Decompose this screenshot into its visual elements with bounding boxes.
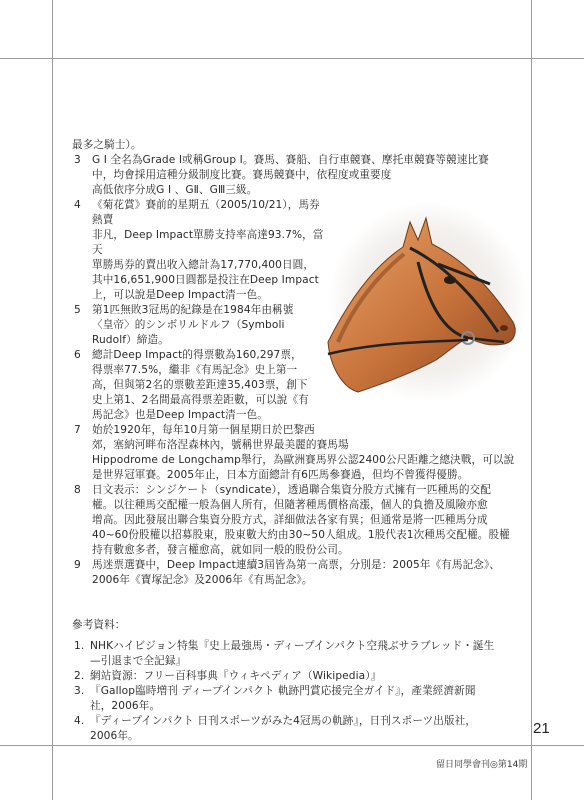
note-number: 6 xyxy=(74,349,81,361)
note-item-7 xyxy=(72,423,524,483)
note-line: 日文表示：シンジケート（syndicate），透過聯合集資分股方式擁有一匹種馬的交配 xyxy=(92,484,491,496)
reference-item-1 xyxy=(72,639,524,669)
note-line: Hippodrome de Longchamp舉行，為歐洲賽馬界公認2400公尺距離之總決戰，可以說 xyxy=(92,454,515,466)
note-line: 馬記念》也是Deep Impact清一色。 xyxy=(92,409,268,421)
notes-content xyxy=(72,138,524,744)
guide-line-right xyxy=(531,0,532,800)
note-line: 中，均會採用這種分級制度比賽。賽馬競賽中，依程度或重要度 xyxy=(92,169,392,181)
note-line: 得票率77.5%，繼非《有馬記念》史上第一 xyxy=(92,364,298,376)
note-line: 上，可以說是Deep Impact清一色。 xyxy=(92,289,268,301)
references-title: 參考資料： xyxy=(72,619,126,631)
note-line: 權。以往種馬交配權一般為個人所有，但隨著種馬價格高漲，個人的負擔及風險亦愈 xyxy=(92,499,488,511)
reference-item-3 xyxy=(72,684,524,714)
note-line: 郊，塞納河畔布洛涅森林內，號稱世界最美麗的賽馬場 xyxy=(92,439,349,451)
guide-line-bottom xyxy=(0,745,584,746)
footer-publication: 留日同學會刊◎第14期 xyxy=(436,760,528,770)
note-number: 7 xyxy=(74,424,81,436)
note-line: 〈皇帝〉的シンボリルドルフ（Symboli xyxy=(92,319,285,331)
note-line: 非凡，Deep Impact單勝支持率高達93.7%，當天 xyxy=(92,229,324,256)
continuation-text: 最多之騎士）。 xyxy=(72,139,142,151)
note-item-8 xyxy=(72,483,524,558)
note-number: 4 xyxy=(74,199,81,211)
note-line: 單勝馬券的賣出收入總計為17,770,400日圓， xyxy=(92,259,315,271)
note-line: 始於1920年，每年10月第一個星期日於巴黎西 xyxy=(92,424,315,436)
note-line: 馬迷票選賽中，Deep Impact連續3屆皆為第一高票，分別是：2005年《有馬記念》、 xyxy=(92,559,501,571)
note-line: 是世界冠軍賽。2005年止，日本方面總計有6匹馬參賽過，但均不曾獲得優勝。 xyxy=(92,469,469,481)
reference-line: 『Gallop臨時増刊 ディープインパクト 軌跡門賞応援完全ガイド』，產業經濟新聞 xyxy=(90,685,476,697)
reference-line: —引退まで全記録』 xyxy=(90,655,187,667)
note-item-4 xyxy=(72,198,330,303)
reference-number: 2. xyxy=(74,670,85,682)
note-line: 史上第1、2名間最高得票差距數，可以說《有 xyxy=(92,394,309,406)
reference-item-2 xyxy=(72,669,524,684)
reference-line: 社，2006年。 xyxy=(90,700,161,712)
note-line: 總計Deep Impact的得票數為160,297票， xyxy=(92,349,302,361)
note-number: 3 xyxy=(74,154,81,166)
note-line: 40~60份股權以招募股東，股東數大約由30~50人組成。1股代表1次種馬交配權。股權 xyxy=(92,529,510,541)
reference-line: 2006年。 xyxy=(90,730,139,742)
note-line: 高，但與第2名的票數差距達35,403票，創下 xyxy=(92,379,308,391)
note-number: 9 xyxy=(74,559,81,571)
reference-line: 『ディープインパクト 日刊スポーツがみた4冠馬の軌跡』，日刊スポーツ出版社， xyxy=(90,715,477,727)
note-item-6 xyxy=(72,348,330,423)
reference-number: 3. xyxy=(74,685,85,697)
note-number: 5 xyxy=(74,304,81,316)
note-line: 增高。因此發展出聯合集資分股方式，詳細做法各家有異；但通常是將一匹種馬分成 xyxy=(92,514,488,526)
note-item-9 xyxy=(72,558,524,588)
reference-number: 1. xyxy=(74,640,85,652)
note-line: Rudolf）締造。 xyxy=(92,334,169,346)
note-item-3 xyxy=(72,153,524,198)
reference-line: 網站資源：フリー百科事典『ウィキペディア（Wikipedia）』 xyxy=(90,670,382,682)
note-line: 第1匹無敗3冠馬的紀錄是在1984年由稱號 xyxy=(92,304,294,316)
note-line: 《菊花賞》賽前的星期五（2005/10/21），馬券熱賣 xyxy=(92,199,320,226)
note-line: G I 全名為Grade Ⅰ或稱Group Ⅰ。賽馬、賽船、自行車競賽、摩托車競賽等競速比賽 xyxy=(92,154,489,166)
guide-line-top xyxy=(0,58,584,59)
note-line: 2006年《寶塚記念》及2006年《有馬記念》。 xyxy=(92,574,313,586)
reference-number: 4. xyxy=(74,715,85,727)
note-line: 高低依序分成G I 、GⅡ、GⅢ三級。 xyxy=(92,184,258,196)
note-number: 8 xyxy=(74,484,81,496)
note-line: 其中16,651,900日圓都是投注在Deep Impact xyxy=(92,274,319,286)
note-item-5 xyxy=(72,303,330,348)
guide-line-left xyxy=(52,0,53,800)
reference-item-4 xyxy=(72,714,524,744)
reference-line: NHKハイビジョン特集『史上最強馬・ディープインパクト空飛ぶサラブレッド・誕生 xyxy=(90,640,495,652)
note-line: 持有數愈多者，發言權愈高，就如同一般的股份公司。 xyxy=(92,544,349,556)
page-number: 21 xyxy=(533,720,550,737)
